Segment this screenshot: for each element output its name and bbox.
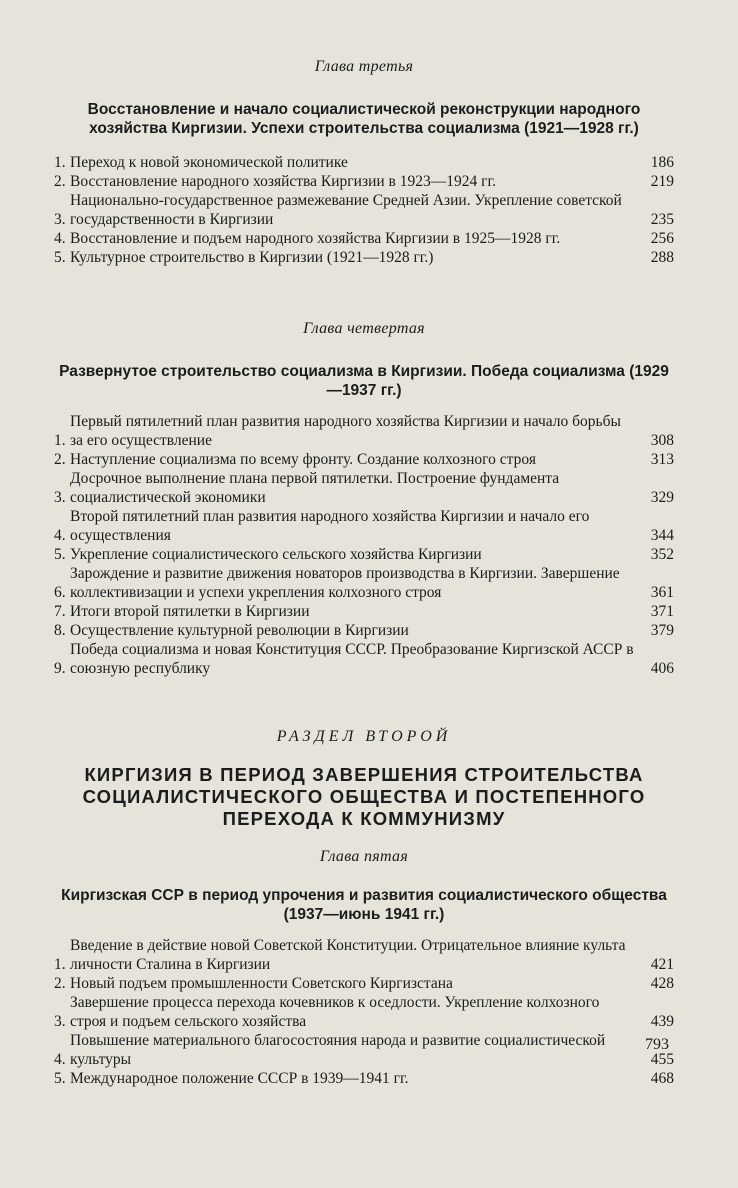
section-2-title: КИРГИЗИЯ В ПЕРИОД ЗАВЕРШЕНИЯ СТРОИТЕЛЬСТВА СОЦИАЛИСТИЧЕСКОГО ОБЩЕСТВА И ПОСТЕПЕННОГО ПЕРЕХОДА К КОММУНИЗМУ (82, 764, 646, 829)
toc-item[interactable]: 1. Введение в действие новой Советской Конституции. Отрицательное влияние культа личности Сталина в Киргизии 421 (54, 937, 674, 973)
toc-item[interactable]: 5. Культурное строительство в Киргизии (1921—1928 гг.) 288 (54, 249, 674, 266)
section-2-label: РАЗДЕЛ ВТОРОЙ (276, 728, 452, 745)
toc-item[interactable]: 5. Международное положение СССР в 1939—1941 гг. 468 (54, 1070, 674, 1087)
chapter-5-title: Киргизская ССР в период упрочения и развития социалистического общества (1937—июнь 1941 гг.) (61, 887, 667, 923)
chapter-5-toc (54, 936, 674, 1088)
chapter-4-title: Развернутое строительство социализма в Киргизии. Победа социализма (1929—1937 гг.) (59, 363, 669, 399)
toc-item[interactable]: 2. Восстановление народного хозяйства Киргизии в 1923—1924 гг. 219 (54, 173, 674, 190)
toc-item[interactable]: 3. Завершение процесса перехода кочевников к оседлости. Укрепление колхозного строя и подъем сельского хозяйства 439 (54, 994, 674, 1030)
chapter-3-toc (54, 153, 674, 267)
toc-item[interactable]: 2. Наступление социализма по всему фронту. Создание колхозного строя 313 (54, 451, 674, 468)
toc-item[interactable]: 6. Зарождение и развитие движения новаторов производства в Киргизии. Завершение коллективизации и успехи укрепления колхозного строя 361 (54, 565, 674, 601)
toc-item[interactable]: 4. Второй пятилетний план развития народного хозяйства Киргизии и начало его осуществления 344 (54, 508, 674, 544)
chapter-5-label: Глава пятая (319, 848, 409, 865)
page-number: 793 (645, 1036, 669, 1053)
chapter-4-label: Глава четвертая (303, 320, 425, 337)
toc-item[interactable]: 5. Укрепление социалистического сельского хозяйства Киргизии 352 (54, 546, 674, 563)
chapter-3-title: Восстановление и начало социалистической реконструкции народного хозяйства Киргизии. Успехи строительства социализма (1921—1928 гг.) (87, 101, 641, 137)
toc-item[interactable]: 7. Итоги второй пятилетки в Киргизии 371 (54, 603, 674, 620)
toc-item[interactable]: 4. Восстановление и подъем народного хозяйства Киргизии в 1925—1928 гг. 256 (54, 230, 674, 247)
toc-item[interactable]: 4. Повышение материального благосостояния народа и развитие социалистической культуры 455 (54, 1032, 674, 1068)
toc-item[interactable]: 2. Новый подъем промышленности Советского Киргизстана 428 (54, 975, 674, 992)
toc-item[interactable]: 8. Осуществление культурной революции в Киргизии 379 (54, 622, 674, 639)
chapter-3-label: Глава третья (314, 58, 414, 75)
toc-item[interactable]: 3. Национально-государственное размежевание Средней Азии. Укрепление советской государственности в Киргизии 235 (54, 192, 674, 228)
chapter-4-toc (54, 412, 674, 678)
toc-item[interactable]: 9. Победа социализма и новая Конституция СССР. Преобразование Киргизской АССР в союзную республику 406 (54, 641, 674, 677)
toc-item[interactable]: 1. Первый пятилетний план развития народного хозяйства Киргизии и начало борьбы за его осуществление 308 (54, 413, 674, 449)
toc-item[interactable]: 3. Досрочное выполнение плана первой пятилетки. Построение фундамента социалистической экономики 329 (54, 470, 674, 506)
toc-item[interactable]: 1. Переход к новой экономической политике 186 (54, 154, 674, 171)
